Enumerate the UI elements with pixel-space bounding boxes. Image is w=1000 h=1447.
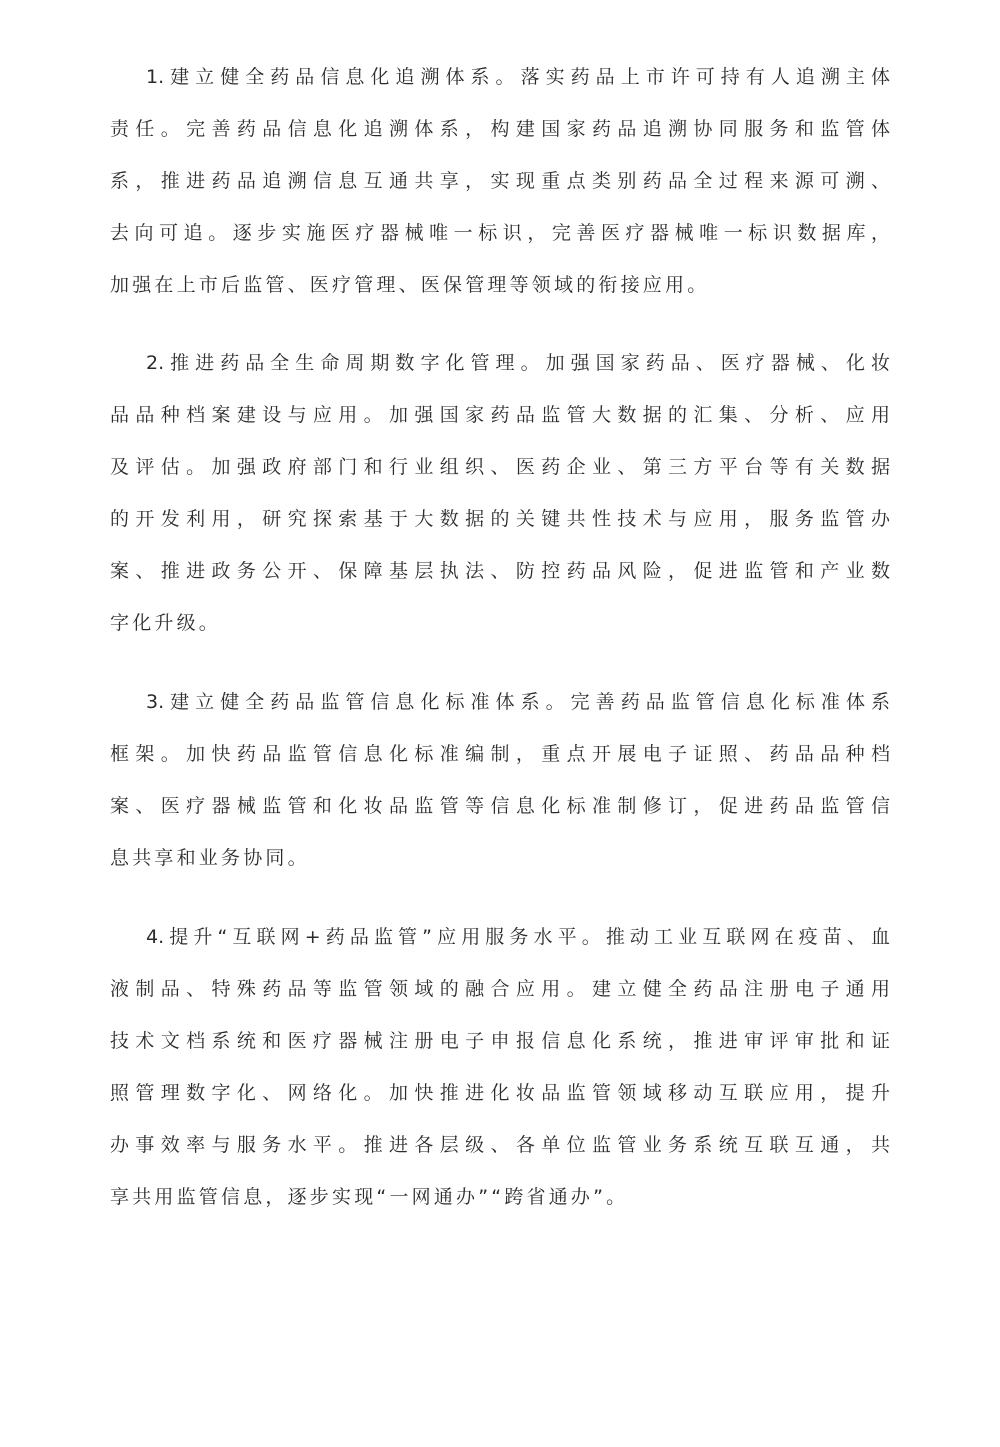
text-line: 2.推进药品全生命周期数字化管理。加强国家药品、医疗器械、化妆 — [146, 352, 890, 374]
text-line: 加强在上市后监管、医疗管理、医保管理等领域的衔接应用。 — [110, 274, 710, 296]
text-line: 案、推进政务公开、保障基层执法、防控药品风险，促进监管和产业数 — [110, 560, 890, 582]
text-line: 3.建立健全药品监管信息化标准体系。完善药品监管信息化标准体系 — [146, 691, 890, 713]
text-line: 框架。加快药品监管信息化标准编制，重点开展电子证照、药品品种档 — [110, 743, 890, 765]
text-line: 4.提升“互联网+药品监管”应用服务水平。推动工业互联网在疫苗、血 — [146, 926, 890, 948]
text-line: 案、医疗器械监管和化妆品监管等信息化标准制修订，促进药品监管信 — [110, 795, 890, 817]
text-line: 系，推进药品追溯信息互通共享，实现重点类别药品全过程来源可溯、 — [110, 170, 890, 192]
text-line: 的开发利用，研究探索基于大数据的关键共性技术与应用，服务监管办 — [110, 508, 890, 530]
text-line: 息共享和业务协同。 — [110, 847, 310, 869]
text-line: 享共用监管信息，逐步实现“一网通办”“跨省通办”。 — [110, 1186, 629, 1208]
text-line: 办事效率与服务水平。推进各层级、各单位监管业务系统互联互通，共 — [110, 1134, 890, 1156]
text-line: 及评估。加强政府部门和行业组织、医药企业、第三方平台等有关数据 — [110, 456, 890, 478]
text-line: 字化升级。 — [110, 612, 222, 634]
paragraph-lifecycle-digital-management — [110, 337, 890, 649]
paragraph-drug-traceability — [110, 51, 890, 311]
text-line: 去向可追。逐步实施医疗器械唯一标识，完善医疗器械唯一标识数据库， — [110, 222, 890, 244]
paragraph-internet-plus-supervision — [110, 911, 890, 1223]
text-line: 1.建立健全药品信息化追溯体系。落实药品上市许可持有人追溯主体 — [146, 66, 890, 88]
text-line: 技术文档系统和医疗器械注册电子申报信息化系统，推进审评审批和证 — [110, 1030, 890, 1052]
paragraph-standards-system — [110, 676, 890, 884]
text-line: 照管理数字化、网络化。加快推进化妆品监管领域移动互联应用，提升 — [110, 1082, 890, 1104]
text-line: 品品种档案建设与应用。加强国家药品监管大数据的汇集、分析、应用 — [110, 404, 890, 426]
text-line: 责任。完善药品信息化追溯体系，构建国家药品追溯协同服务和监管体 — [110, 118, 890, 140]
text-line: 液制品、特殊药品等监管领域的融合应用。建立健全药品注册电子通用 — [110, 978, 890, 1000]
